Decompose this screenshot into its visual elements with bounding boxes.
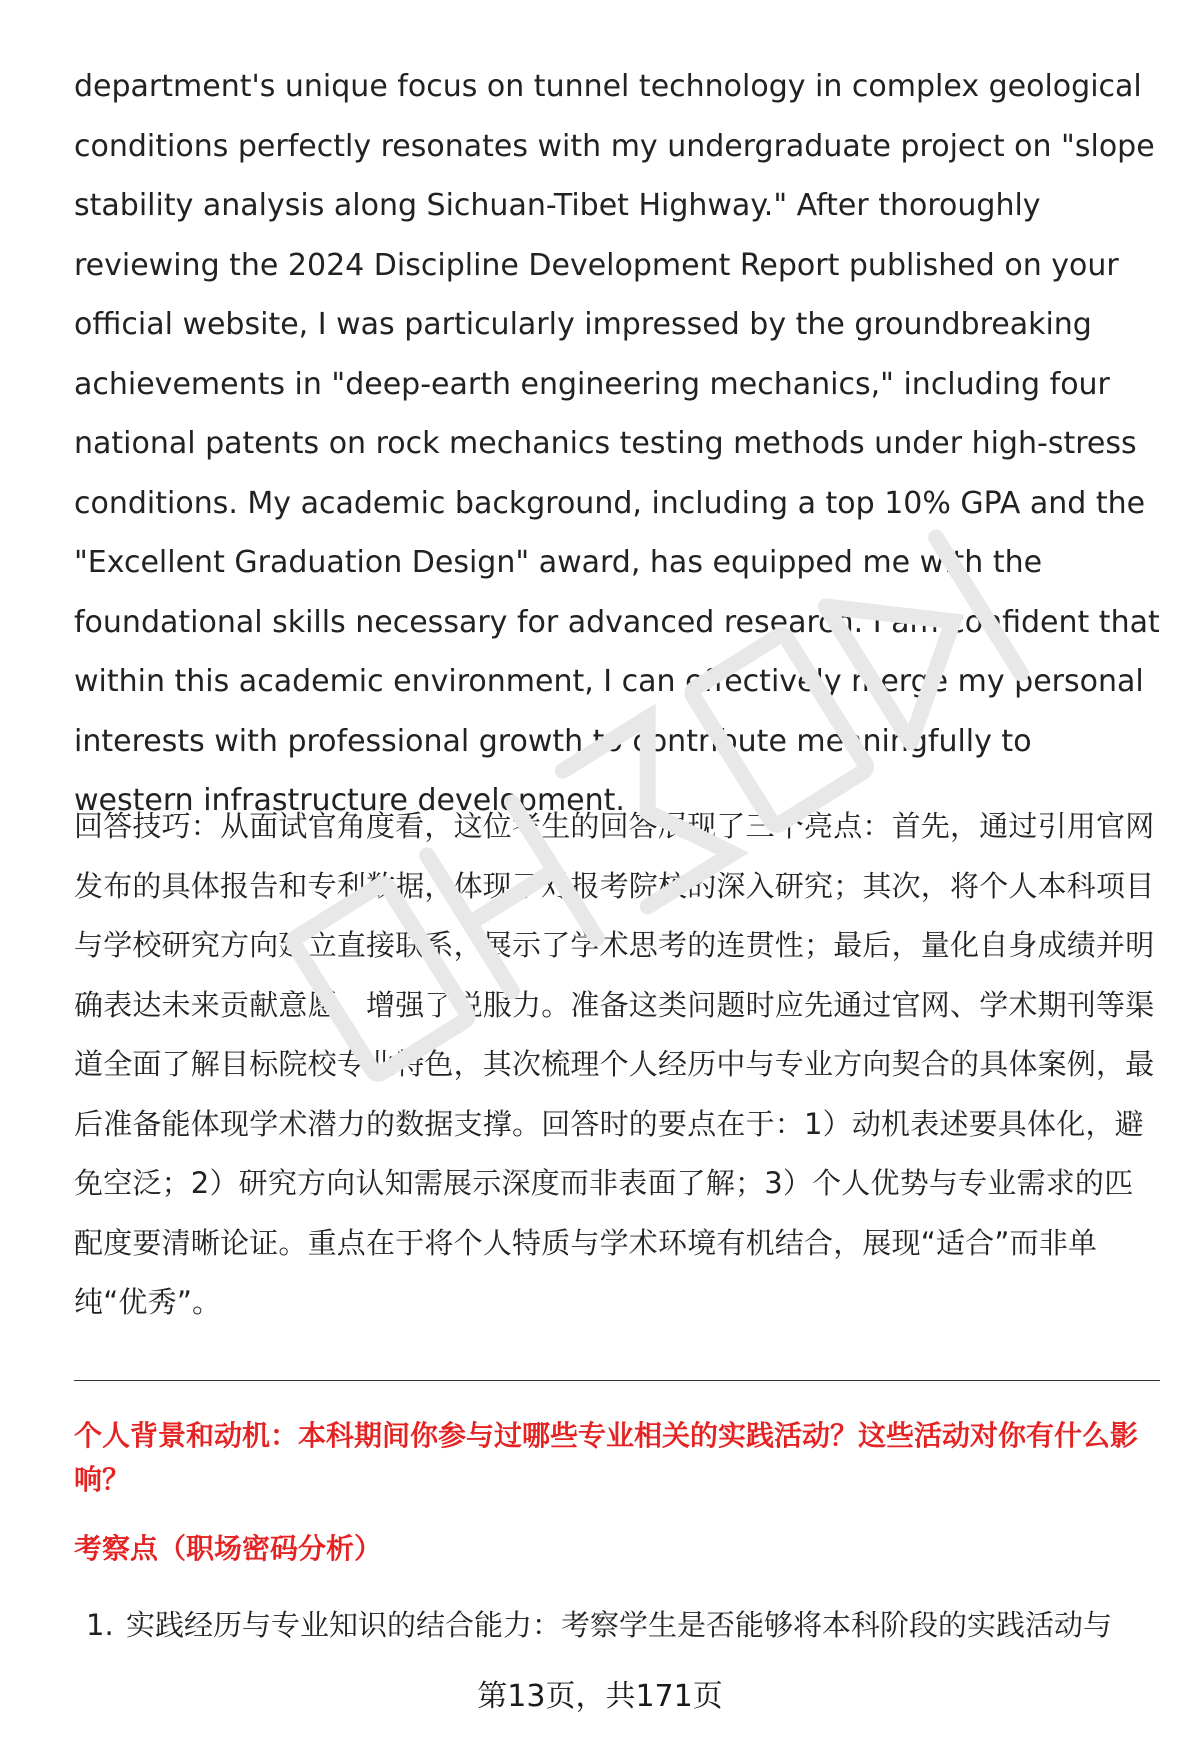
- document-page: [74, 0, 1160, 1755]
- section-divider: [74, 1380, 1160, 1381]
- answer-tip-paragraph: 回答技巧：从面试官角度看，这位考生的回答展现了三个亮点：首先，通过引用官网发布的具体报告和专利数据，体现了对报考院校的深入研究；其次，将个人本科项目与学校研究方向建立直接联系，展示了学术思考的连贯性；最后，量化自身成绩并明确表达未来贡献意愿，增强了说服力。准备这类问题时应先通过官网、学术期刊等渠道全面了解目标院校专业特色，其次梳理个人经历中与专业方向契合的具体案例，最后准备能体现学术潜力的数据支撑。回答时的要点在于：1）动机表述要具体化，避免空泛；2）研究方向认知需展示深度而非表面了解；3）个人优势与专业需求的匹配度要清晰论证。重点在于将个人特质与学术环境有机结合，展现“适合”而非单纯“优秀”。: [74, 809, 1155, 1319]
- english-answer-paragraph: department's unique focus on tunnel technology in complex geological conditions perfectly resonates with my undergraduate project on "slope stability analysis along Sichuan-Tibet Highway." After thoroughly reviewing the 2024 Discipline Development Report published on your official website, I was particularly impressed by the groundbreaking achievements in "deep-earth engineering mechanics," including four national patents on rock mechanics testing methods under high-stress conditions. My academic background, including a top 10% GPA and the "Excellent Graduation Design" award, has equipped me with the foundational skills necessary for advanced research. I am confident that within this academic environment, I can effectively merge my personal interests with professional growth to contribute meaningfully to western infrastructure development.: [74, 69, 1160, 818]
- list-item-number: 1.: [86, 1608, 114, 1642]
- section-heading: 考察点（职场密码分析）: [74, 1532, 383, 1565]
- page-number: 第13页，共171页: [477, 1679, 723, 1714]
- list-item: [86, 1600, 1166, 1650]
- question-heading: 个人背景和动机：本科期间你参与过哪些专业相关的实践活动？这些活动对你有什么影响？: [74, 1419, 1139, 1496]
- list-item-text: 实践经历与专业知识的结合能力：考察学生是否能够将本科阶段的实践活动与: [126, 1608, 1113, 1642]
